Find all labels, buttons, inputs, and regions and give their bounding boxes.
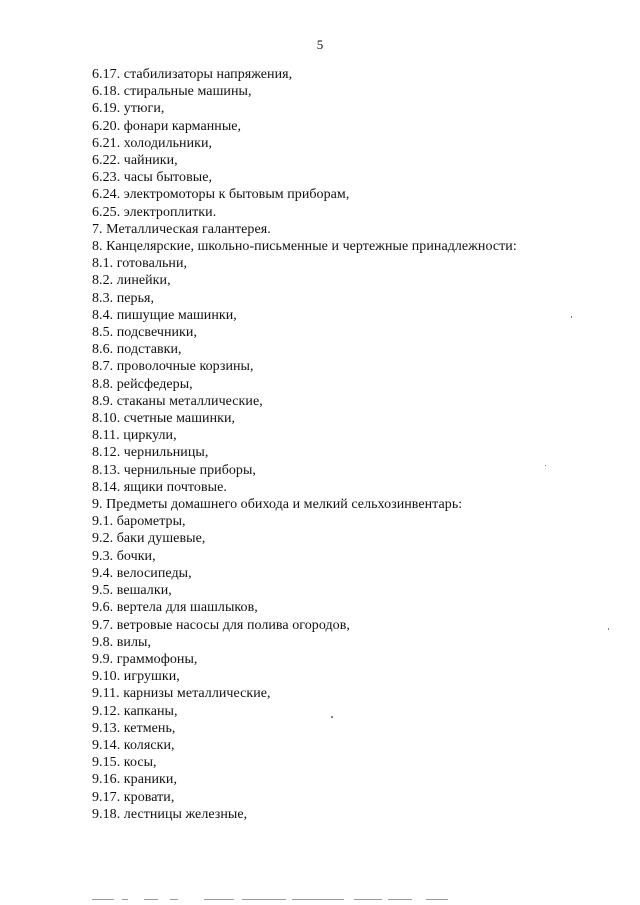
list-item: 9.3. бочки,	[92, 548, 156, 564]
list-item: 9.4. велосипеды,	[92, 565, 192, 581]
list-item: 8.7. проволочные корзины,	[92, 359, 254, 375]
list-item: 8.12. чернильницы,	[92, 445, 209, 461]
item-list	[92, 66, 517, 823]
list-item: 6.24. электромоторы к бытовым приборам,	[92, 187, 350, 203]
list-item: 9.13. кетмень,	[92, 720, 176, 736]
list-item: 9.11. карнизы металлические,	[92, 686, 271, 702]
list-item: 9.14. коляски,	[92, 737, 175, 753]
list-item: 6.19. утюги,	[92, 101, 165, 117]
list-item: 6.21. холодильники,	[92, 135, 213, 151]
list-item: 6.23. часы бытовые,	[92, 170, 213, 186]
list-item: 9.9. граммофоны,	[92, 651, 198, 667]
list-item: 9.12. капканы,	[92, 703, 178, 719]
list-item: 8.6. подставки,	[92, 342, 182, 358]
list-item: 8.11. циркули,	[92, 428, 177, 444]
list-item: 6.22. чайники,	[92, 153, 178, 169]
list-item: 8.14. ящики почтовые.	[92, 479, 227, 495]
list-item: 8.13. чернильные приборы,	[92, 462, 256, 478]
list-item: 9.17. кровати,	[92, 789, 175, 805]
list-item: 6.17. стабилизаторы напряжения,	[92, 67, 293, 82]
list-item: 9.8. вилы,	[92, 634, 151, 650]
scan-speck	[545, 465, 546, 466]
list-item: 9.16. краники,	[92, 772, 177, 788]
list-item: 8.10. счетные машинки,	[92, 411, 236, 427]
list-item: 8.4. пишущие машинки,	[92, 307, 237, 323]
list-item: 6.25. электроплитки.	[92, 204, 217, 220]
list-item: 9.15. косы,	[92, 755, 157, 771]
scan-speck	[571, 316, 572, 318]
list-item: 9.5. вешалки,	[92, 583, 172, 599]
list-item: 8.3. перья,	[92, 290, 155, 306]
list-item: 9.18. лестницы железные,	[92, 806, 248, 822]
section-heading: 9. Предметы домашнего обихода и мелкий сельхозинвентарь:	[92, 497, 463, 513]
bottom-edge-marks	[92, 898, 452, 902]
list-item: 6.18. стиральные машины,	[92, 84, 252, 100]
section-heading: 8. Канцелярские, школьно-письменные и чертежные принадлежности:	[92, 239, 517, 255]
list-item: 8.1. готовальни,	[92, 256, 188, 272]
list-item: 8.8. рейсфедеры,	[92, 376, 193, 392]
list-item: 9.6. вертела для шашлыков,	[92, 600, 258, 616]
scan-speck	[608, 628, 609, 630]
list-item: 8.2. линейки,	[92, 273, 171, 289]
page-number: 5	[316, 37, 324, 52]
list-item: 6.20. фонари карманные,	[92, 118, 242, 134]
list-item: 9.1. барометры,	[92, 514, 186, 530]
section-heading: 7. Металлическая галантерея.	[92, 221, 271, 237]
list-item: 9.2. баки душевые,	[92, 531, 206, 547]
list-item: 9.7. ветровые насосы для полива огородов,	[92, 617, 350, 633]
list-item: 8.5. подсвечники,	[92, 325, 197, 341]
list-item: 8.9. стаканы металлические,	[92, 393, 263, 409]
list-item: 9.10. игрушки,	[92, 669, 180, 685]
scan-speck	[331, 716, 333, 718]
